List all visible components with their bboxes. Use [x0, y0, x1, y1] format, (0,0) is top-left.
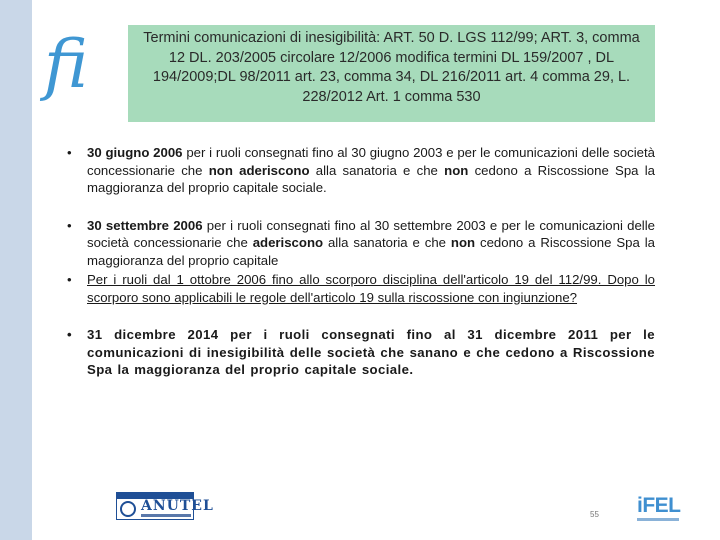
bullet-marker: • [67, 327, 73, 342]
date-label: 31 dicembre 2014 [87, 327, 219, 342]
date-label: 30 settembre 2006 [87, 217, 203, 233]
bullet-item: • 30 settembre 2006 per i ruoli consegnati fino al 30 settembre 2003 e per le comunicazioni delle società concessionarie che aderiscono alla sanatoria e che non cedono a Riscossione Spa la maggioranza del proprio capitale [67, 217, 655, 268]
bullet-marker: • [67, 272, 72, 287]
fi-logo: fi [44, 26, 89, 103]
bullet-item-underlined: • Per i ruoli dal 1 ottobre 2006 fino allo scorporo disciplina dell'articolo 19 del 112/99. Dopo lo scorporo sono applicabili le regole dell'articolo 19 sulla riscossione con ingiunzione? [67, 272, 655, 305]
emblem-icon [120, 501, 136, 517]
bullet-item: • 31 dicembre 2014 per i ruoli consegnati fino al 31 dicembre 2011 per le comunicazioni di inesigibilità delle società che sanano e che cedono a Riscossione Spa la maggioranza del proprio capitale sociale. [67, 327, 655, 377]
anutel-logo: ANUTEL [116, 492, 194, 520]
ifel-logo-underline [637, 518, 679, 521]
date-label: 30 giugno 2006 [87, 145, 183, 160]
bullet-marker: • [67, 145, 72, 160]
bullet-marker: • [67, 217, 72, 233]
page-number: 55 [590, 510, 599, 519]
left-decorative-bar [0, 0, 32, 540]
bullet-item: • 30 giugno 2006 per i ruoli consegnati fino al 30 giugno 2003 e per le comunicazioni delle società concessionarie che non aderiscono alla sanatoria e che non cedono a Riscossione Spa la maggioranza del proprio capitale sociale. [67, 145, 656, 195]
ifel-logo: iFEL [637, 494, 681, 517]
bullet-list [60, 144, 655, 379]
slide-title: Termini comunicazioni di inesigibilità: ART. 50 D. LGS 112/99; ART. 3, comma 12 DL. 203/2005 circolare 12/2006 modifica termini DL 159/2007 , DL 194/2009;DL 98/2011 art. 23, comma 34, DL 216/2011 art. 4 comma 29, L. 228/2012 Art. 1 comma 530 [128, 25, 655, 122]
